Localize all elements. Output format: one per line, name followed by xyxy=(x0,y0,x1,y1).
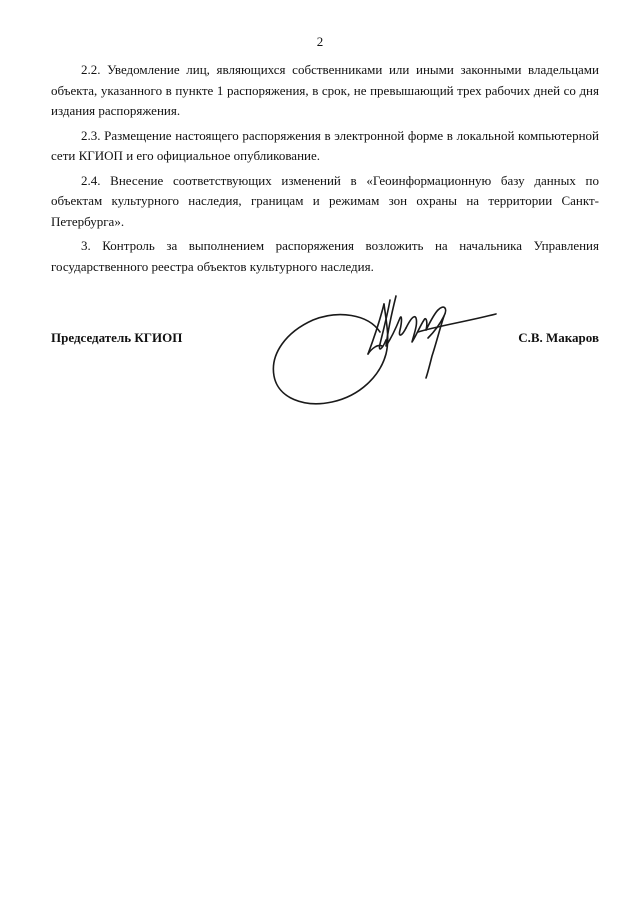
paragraph-2-4: 2.4. Внесение соответствующих изменений в «Геоинформационную базу данных по объектам культурного наследия, границам и режимам зон охраны на территории Санкт-Петербурга». xyxy=(51,172,599,229)
document-body xyxy=(51,60,599,277)
signatory-title: Председатель КГИОП xyxy=(51,330,183,345)
page-number: 2 xyxy=(316,34,324,49)
signatory-name: С.В. Макаров xyxy=(518,330,599,345)
paragraph-3: 3. Контроль за выполнением распоряжения возложить на начальника Управления государственного реестра объектов культурного наследия. xyxy=(51,238,599,274)
paragraph-2-2: 2.2. Уведомление лиц, являющихся собственниками или иными законными владельцами объекта, указанного в пункте 1 распоряжения, в срок, не превышающий трех рабочих дней со дня издания распоряжения. xyxy=(51,62,599,118)
handwritten-signature xyxy=(268,292,500,410)
paragraph-2-3: 2.3. Размещение настоящего распоряжения в электронной форме в локальной компьютерной сети КГИОП и его официальное опубликование. xyxy=(51,127,599,163)
